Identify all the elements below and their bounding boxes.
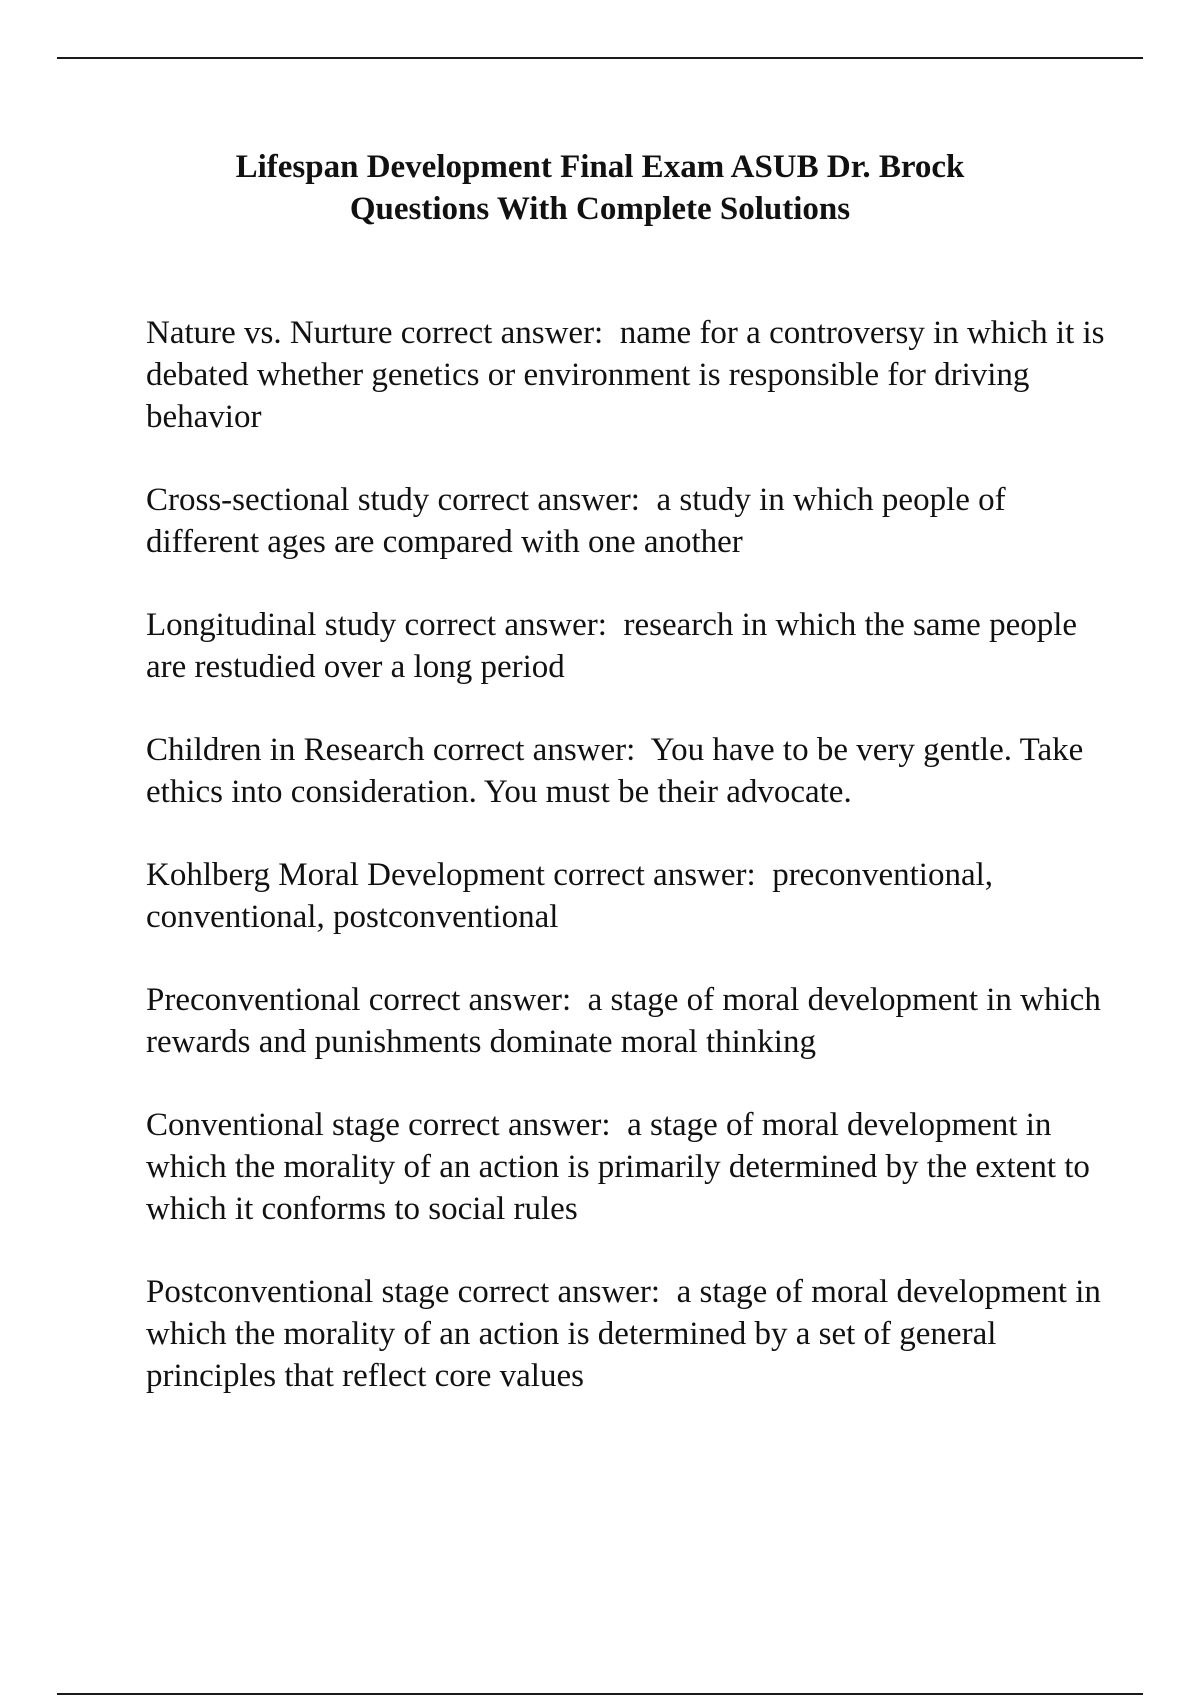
qa-term: Cross-sectional study bbox=[146, 482, 430, 518]
qa-term: Postconventional stage bbox=[146, 1274, 450, 1310]
qa-answer: a stage of moral development in which the morality of an action is determined by a set of general principles that reflect core values bbox=[146, 1274, 1110, 1394]
qa-item-cross-sectional-study bbox=[146, 479, 1106, 563]
qa-answer: a study in which people of different ages are compared with one another bbox=[146, 482, 1014, 560]
qa-answer: a stage of moral development in which the morality of an action is primarily determined by the extent to which it conforms to social rules bbox=[146, 1107, 1099, 1227]
qa-term: Kohlberg Moral Development bbox=[146, 857, 545, 893]
qa-separator: correct answer: bbox=[399, 1107, 628, 1143]
qa-answer: a stage of moral development in which rewards and punishments dominate moral thinking bbox=[146, 982, 1110, 1060]
qa-list bbox=[146, 312, 1113, 1438]
qa-answer: preconventional, conventional, postconventional bbox=[146, 857, 1002, 935]
bottom-rule bbox=[57, 1693, 1143, 1695]
qa-item-longitudinal-study bbox=[146, 604, 1106, 688]
qa-term: Conventional stage bbox=[146, 1107, 400, 1143]
qa-term: Nature vs. Nurture bbox=[146, 315, 393, 351]
qa-item-postconventional-stage bbox=[146, 1271, 1110, 1397]
qa-separator: correct answer: bbox=[396, 607, 624, 643]
qa-item-nature-vs-nurture bbox=[146, 312, 1113, 438]
qa-separator: correct answer: bbox=[544, 857, 773, 893]
qa-separator: correct answer: bbox=[392, 315, 620, 351]
qa-answer: research in which the same people are restudied over a long period bbox=[146, 607, 1086, 685]
top-rule bbox=[57, 57, 1143, 59]
qa-item-children-in-research bbox=[146, 729, 1106, 813]
qa-item-conventional-stage bbox=[146, 1104, 1106, 1230]
qa-answer: name for a controversy in which it is debated whether genetics or environment is responsible for driving behavior bbox=[146, 315, 1113, 435]
qa-term: Longitudinal study bbox=[146, 607, 397, 643]
document-title bbox=[0, 146, 1200, 230]
qa-separator: correct answer: bbox=[360, 982, 588, 1018]
qa-separator: correct answer: bbox=[449, 1274, 677, 1310]
title-line-1: Lifespan Development Final Exam ASUB Dr. Brock bbox=[235, 149, 965, 185]
qa-answer: You have to be very gentle. Take ethics into consideration. You must be their advocate. bbox=[146, 732, 1092, 810]
qa-term: Children in Research bbox=[146, 732, 425, 768]
qa-separator: correct answer: bbox=[424, 732, 651, 768]
qa-term: Preconventional bbox=[146, 982, 361, 1018]
qa-item-preconventional bbox=[146, 979, 1110, 1063]
qa-separator: correct answer: bbox=[429, 482, 657, 518]
qa-item-kohlberg-moral-development bbox=[146, 854, 1106, 938]
title-line-2: Questions With Complete Solutions bbox=[349, 191, 851, 227]
